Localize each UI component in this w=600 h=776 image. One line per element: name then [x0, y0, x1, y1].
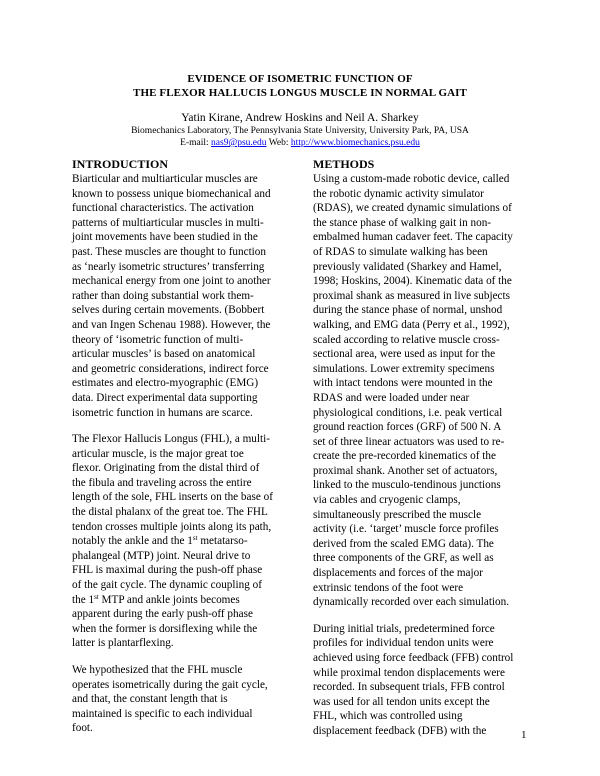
intro-paragraph-1	[72, 172, 296, 420]
text-line: while proximal tendon displacements were	[313, 666, 505, 679]
text-line: mechanical energy from one joint to another	[72, 275, 271, 288]
email-link[interactable]: nas9@psu.edu	[211, 138, 267, 148]
text-line: and that, the constant length that is	[72, 693, 228, 706]
intro-paragraph-2	[72, 432, 296, 651]
text-line: physiological conditions, i.e. peak vertical	[313, 406, 503, 419]
web-link[interactable]: http://www.biomechanics.psu.edu	[290, 138, 420, 148]
text-line: displacement feedback (DFB) with the	[313, 724, 487, 737]
text-line: with intact tendons were mounted in the	[313, 377, 493, 390]
text-line: tendon crosses multiple joints along its path,	[72, 520, 272, 533]
contact-line	[0, 137, 600, 149]
text-line: when the former is dorsiflexing while the	[72, 622, 258, 635]
methods-heading: METHODS	[313, 157, 375, 171]
text-line: dynamically recorded over each simulation.	[313, 596, 510, 609]
text-line: scaled according to relative muscle cross-	[313, 333, 500, 346]
text-line: isometric function in humans are scarce.	[72, 406, 253, 419]
text-line: derived from the scaled EMG data). The	[313, 537, 494, 550]
paper-title-line1: EVIDENCE OF ISOMETRIC FUNCTION OF	[187, 73, 413, 85]
web-label: Web:	[266, 138, 291, 148]
text-line: selves during certain movements. (Bobbert	[72, 304, 265, 317]
text-line: phalangeal (MTP) joint. Neural drive to	[72, 549, 251, 562]
text-line: the fibula and traveling across the entire	[72, 476, 252, 489]
introduction-heading: INTRODUCTION	[72, 157, 169, 171]
email-label: E-mail:	[180, 138, 212, 148]
text-line: Using a custom-made robotic device, called	[313, 173, 510, 185]
text-line: as ‘nearly isometric structures’ transferring	[72, 260, 265, 273]
text-line: simultaneously prescribed the muscle	[313, 508, 482, 521]
text-line: profiles for individual tendon units were	[313, 637, 494, 650]
text-line: linked to the musculo-tendinous junctions	[313, 479, 501, 492]
text-line: data. Direct experimental data supporting	[72, 391, 258, 404]
text-line: past. These muscles are thought to function	[72, 245, 266, 258]
text-line: estimates and electro-myographic (EMG)	[72, 377, 259, 390]
text-line: activity (i.e. ‘target’ muscle force profiles	[313, 523, 499, 536]
text-line: sectional area, were used as input for the	[313, 348, 496, 361]
text-line: articular muscle, is the major great toe	[72, 447, 244, 460]
paper-title-line2: THE FLEXOR HALLUCIS LONGUS MUSCLE IN NORMAL GAIT	[133, 87, 467, 99]
text-line: the stance phase of walking gait in non-	[313, 216, 492, 229]
text-line: proximal shank. Another set of actuators,	[313, 464, 498, 477]
text-line: previously validated (Sharkey and Hamel,	[313, 260, 502, 273]
text-line: apparent during the early push-off phase	[72, 608, 253, 621]
text-line: recorded. In subsequent trials, FFB control	[313, 681, 505, 694]
text-line: the robotic dynamic activity simulator	[313, 187, 484, 200]
text-line: rather than doing substantial work them-	[72, 289, 254, 302]
affiliation: Biomechanics Laboratory, The Pennsylvania State University, University Park, PA, USA	[131, 126, 469, 136]
page-number: 1	[521, 729, 527, 741]
text-line: create the pre-recorded kinematics of the	[313, 450, 496, 463]
text-line: of the gait cycle. The dynamic coupling of	[72, 579, 262, 592]
text-line: flexor. Originating from the distal third of	[72, 462, 260, 475]
text-line: the 1st MTP and ankle joints becomes	[72, 592, 240, 606]
text-line: length of the sole, FHL inserts on the base of	[72, 491, 273, 504]
text-line: The Flexor Hallucis Longus (FHL), a multi-	[72, 433, 270, 446]
text-line: 1998; Hoskins, 2004). Kinematic data of the	[313, 275, 512, 288]
methods-paragraph-1	[313, 172, 537, 610]
text-line: (RDAS), we created dynamic simulations of	[313, 202, 512, 215]
text-line: latter is plantarflexing.	[72, 637, 174, 650]
text-line: notably the ankle and the 1st metatarso-	[72, 534, 248, 548]
text-line: operates isometrically during the gait cycle,	[72, 678, 268, 691]
text-line: RDAS and were loaded under near	[313, 391, 470, 404]
text-line: set of three linear actuators was used to re-	[313, 435, 505, 448]
text-line: patterns of multiarticular muscles in multi-	[72, 216, 264, 229]
methods-paragraph-2	[313, 622, 537, 739]
text-line: was used for all tendon units except the	[313, 695, 490, 708]
text-line: via cables and cryogenic clamps,	[313, 494, 461, 507]
right-column	[313, 157, 537, 739]
authors: Yatin Kirane, Andrew Hoskins and Neil A. Sharkey	[181, 112, 419, 124]
text-line: FHL, which was controlled using	[313, 710, 463, 723]
text-line: the distal phalanx of the great toe. The FHL	[72, 506, 268, 519]
text-line: achieved using force feedback (FFB) control	[313, 652, 514, 664]
text-line: We hypothesized that the FHL muscle	[72, 664, 243, 676]
text-line: joint movements have been studied in the	[72, 231, 258, 244]
text-line: displacements and forces of the major	[313, 567, 483, 580]
text-line: FHL is maximal during the push-off phase	[72, 564, 263, 577]
text-line: walking, and EMG data (Perry et al., 1992),	[313, 318, 510, 331]
text-line: and geometric considerations, indirect force	[72, 362, 269, 375]
text-line: Biarticular and multiarticular muscles are	[72, 173, 258, 185]
text-line: functional characteristics. The activation	[72, 202, 254, 215]
text-line: three components of the GRF, as well as	[313, 552, 494, 565]
text-line: and van Ingen Schenau 1988). However, the	[72, 318, 271, 331]
text-line: of RDAS to simulate walking has been	[313, 245, 488, 258]
text-line: during the stance phase of normal, unshod	[313, 304, 503, 317]
intro-paragraph-3	[72, 663, 296, 736]
text-line: simulations. Lower extremity specimens	[313, 362, 495, 375]
left-column	[72, 157, 296, 736]
text-line: ground reaction forces (GRF) of 500 N. A	[313, 421, 502, 434]
text-line: During initial trials, predetermined force	[313, 622, 495, 635]
text-line: embalmed human cadaver feet. The capacity	[313, 231, 513, 244]
text-line: foot.	[72, 722, 93, 735]
text-line: proximal shank as measured in live subjects	[313, 289, 510, 302]
text-line: maintained is specific to each individual	[72, 707, 253, 720]
text-line: articular muscles’ is based on anatomical	[72, 348, 256, 361]
text-line: extrinsic tendons of the foot were	[313, 581, 464, 594]
text-line: known to possess unique biomechanical and	[72, 187, 271, 200]
text-line: theory of ‘isometric function of multi-	[72, 333, 244, 346]
